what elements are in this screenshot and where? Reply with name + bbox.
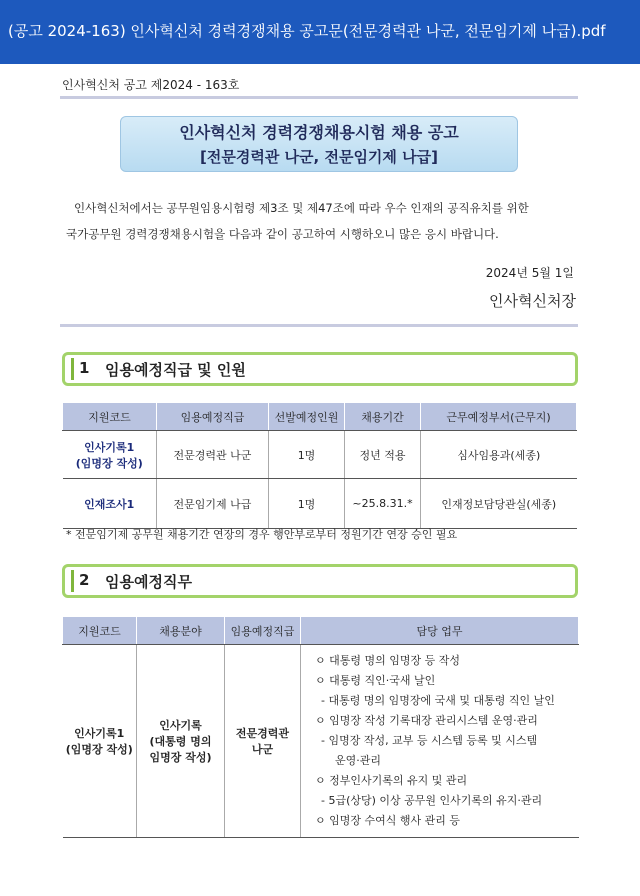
section-number: 2	[79, 571, 90, 589]
duty-item: ㅇ 대통령 명의 임명장 등 작성	[315, 654, 460, 667]
notice-date: 2024년 5월 1일	[485, 266, 574, 280]
section-accent-bar	[71, 358, 74, 380]
table-header-row	[63, 617, 579, 645]
code-line: 인재조사1	[84, 497, 135, 511]
duty-item: ㅇ 임명장 수여식 행사 관리 등	[315, 814, 460, 827]
table-cell: 전문임기제 나급	[157, 479, 269, 529]
table-cell: 전문경력관 나군	[157, 431, 269, 479]
field-line: 인사기록	[159, 719, 202, 732]
table-header: 임용예정직급	[225, 617, 301, 645]
section-title: 임용예정직급 및 인원	[105, 361, 246, 379]
section-title: 임용예정직무	[105, 573, 192, 591]
table-cell: ~25.8.31.*	[345, 479, 421, 529]
duties-table	[62, 616, 579, 838]
table-header-row	[63, 403, 577, 431]
table-header: 담당 업무	[301, 617, 579, 645]
table-cell-duties	[301, 645, 579, 838]
table-row	[63, 431, 577, 479]
pdf-title-bar	[0, 0, 640, 64]
duty-subitem-cont: 운영·관리	[335, 754, 382, 767]
intro-text-line2: 국가공무원 경력경쟁채용시험을 다음과 같이 공고하여 시행하오니 많은 응시 바랍니다.	[66, 227, 499, 241]
grade-line: 나군	[251, 743, 274, 756]
duty-item: ㅇ 정부인사기록의 유지 및 관리	[315, 774, 468, 787]
table-cell-code	[63, 431, 157, 479]
field-line: 임명장 작성)	[149, 751, 212, 764]
code-line: 인사기록1	[84, 440, 135, 454]
table-header: 근무예정부서(근무지)	[421, 403, 577, 431]
code-line: (임명장 작성)	[75, 456, 143, 470]
table-header: 임용예정직급	[157, 403, 269, 431]
table-row	[63, 479, 577, 529]
table-cell-code	[63, 645, 137, 838]
document-page	[0, 64, 640, 896]
table-row	[63, 645, 579, 838]
table-cell-code	[63, 479, 157, 529]
table-cell: 인재정보담당관실(세종)	[421, 479, 577, 529]
positions-table	[62, 402, 577, 529]
section-heading	[62, 352, 578, 386]
table-cell: 심사임용과(세종)	[421, 431, 577, 479]
footnote: * 전문임기제 공무원 채용기간 연장의 경우 행안부로부터 정원기간 연장 승인 필요	[66, 528, 458, 541]
section-number: 1	[79, 359, 90, 377]
table-header: 지원코드	[63, 617, 137, 645]
subtitle: [전문경력관 나군, 전문임기제 나급]	[200, 148, 438, 166]
duty-subitem: - 5급(상당) 이상 공무원 인사기록의 유지·관리	[321, 794, 543, 807]
code-line: 인사기록1	[74, 727, 125, 740]
table-header: 채용분야	[137, 617, 225, 645]
table-header: 채용기간	[345, 403, 421, 431]
notice-number: 인사혁신처 공고 제2024 - 163호	[62, 78, 240, 92]
table-cell-grade	[225, 645, 301, 838]
grade-line: 전문경력관	[235, 727, 290, 740]
document-title: (공고 2024-163) 인사혁신처 경력경쟁채용 공고문(전문경력관 나군, 전문임기제 나급).pdf	[8, 22, 606, 40]
table-cell: 1명	[269, 431, 345, 479]
main-title: 인사혁신처 경력경쟁채용시험 채용 공고	[179, 123, 459, 142]
section-heading	[62, 564, 578, 598]
duty-subitem: - 대통령 명의 임명장에 국새 및 대통령 직인 날인	[321, 694, 555, 707]
field-line: (대통령 명의	[149, 735, 212, 748]
duty-item: ㅇ 임명장 작성 기록대장 관리시스템 운영·관리	[315, 714, 538, 727]
divider	[60, 96, 578, 99]
signer: 인사혁신처장	[489, 292, 576, 310]
intro-text-line1: 인사혁신처에서는 공무원임용시험령 제3조 및 제47조에 따라 우수 인재의 공직유치를 위한	[74, 201, 529, 215]
table-cell: 1명	[269, 479, 345, 529]
table-header: 지원코드	[63, 403, 157, 431]
table-header: 선발예정인원	[269, 403, 345, 431]
duty-item: ㅇ 대통령 직인·국새 날인	[315, 674, 436, 687]
table-cell: 정년 적용	[345, 431, 421, 479]
code-line: (임명장 작성)	[65, 743, 133, 756]
divider	[60, 324, 578, 327]
duty-subitem: - 임명장 작성, 교부 등 시스템 등록 및 시스템	[321, 734, 538, 747]
title-box	[120, 116, 518, 172]
table-cell-field	[137, 645, 225, 838]
section-accent-bar	[71, 570, 74, 592]
